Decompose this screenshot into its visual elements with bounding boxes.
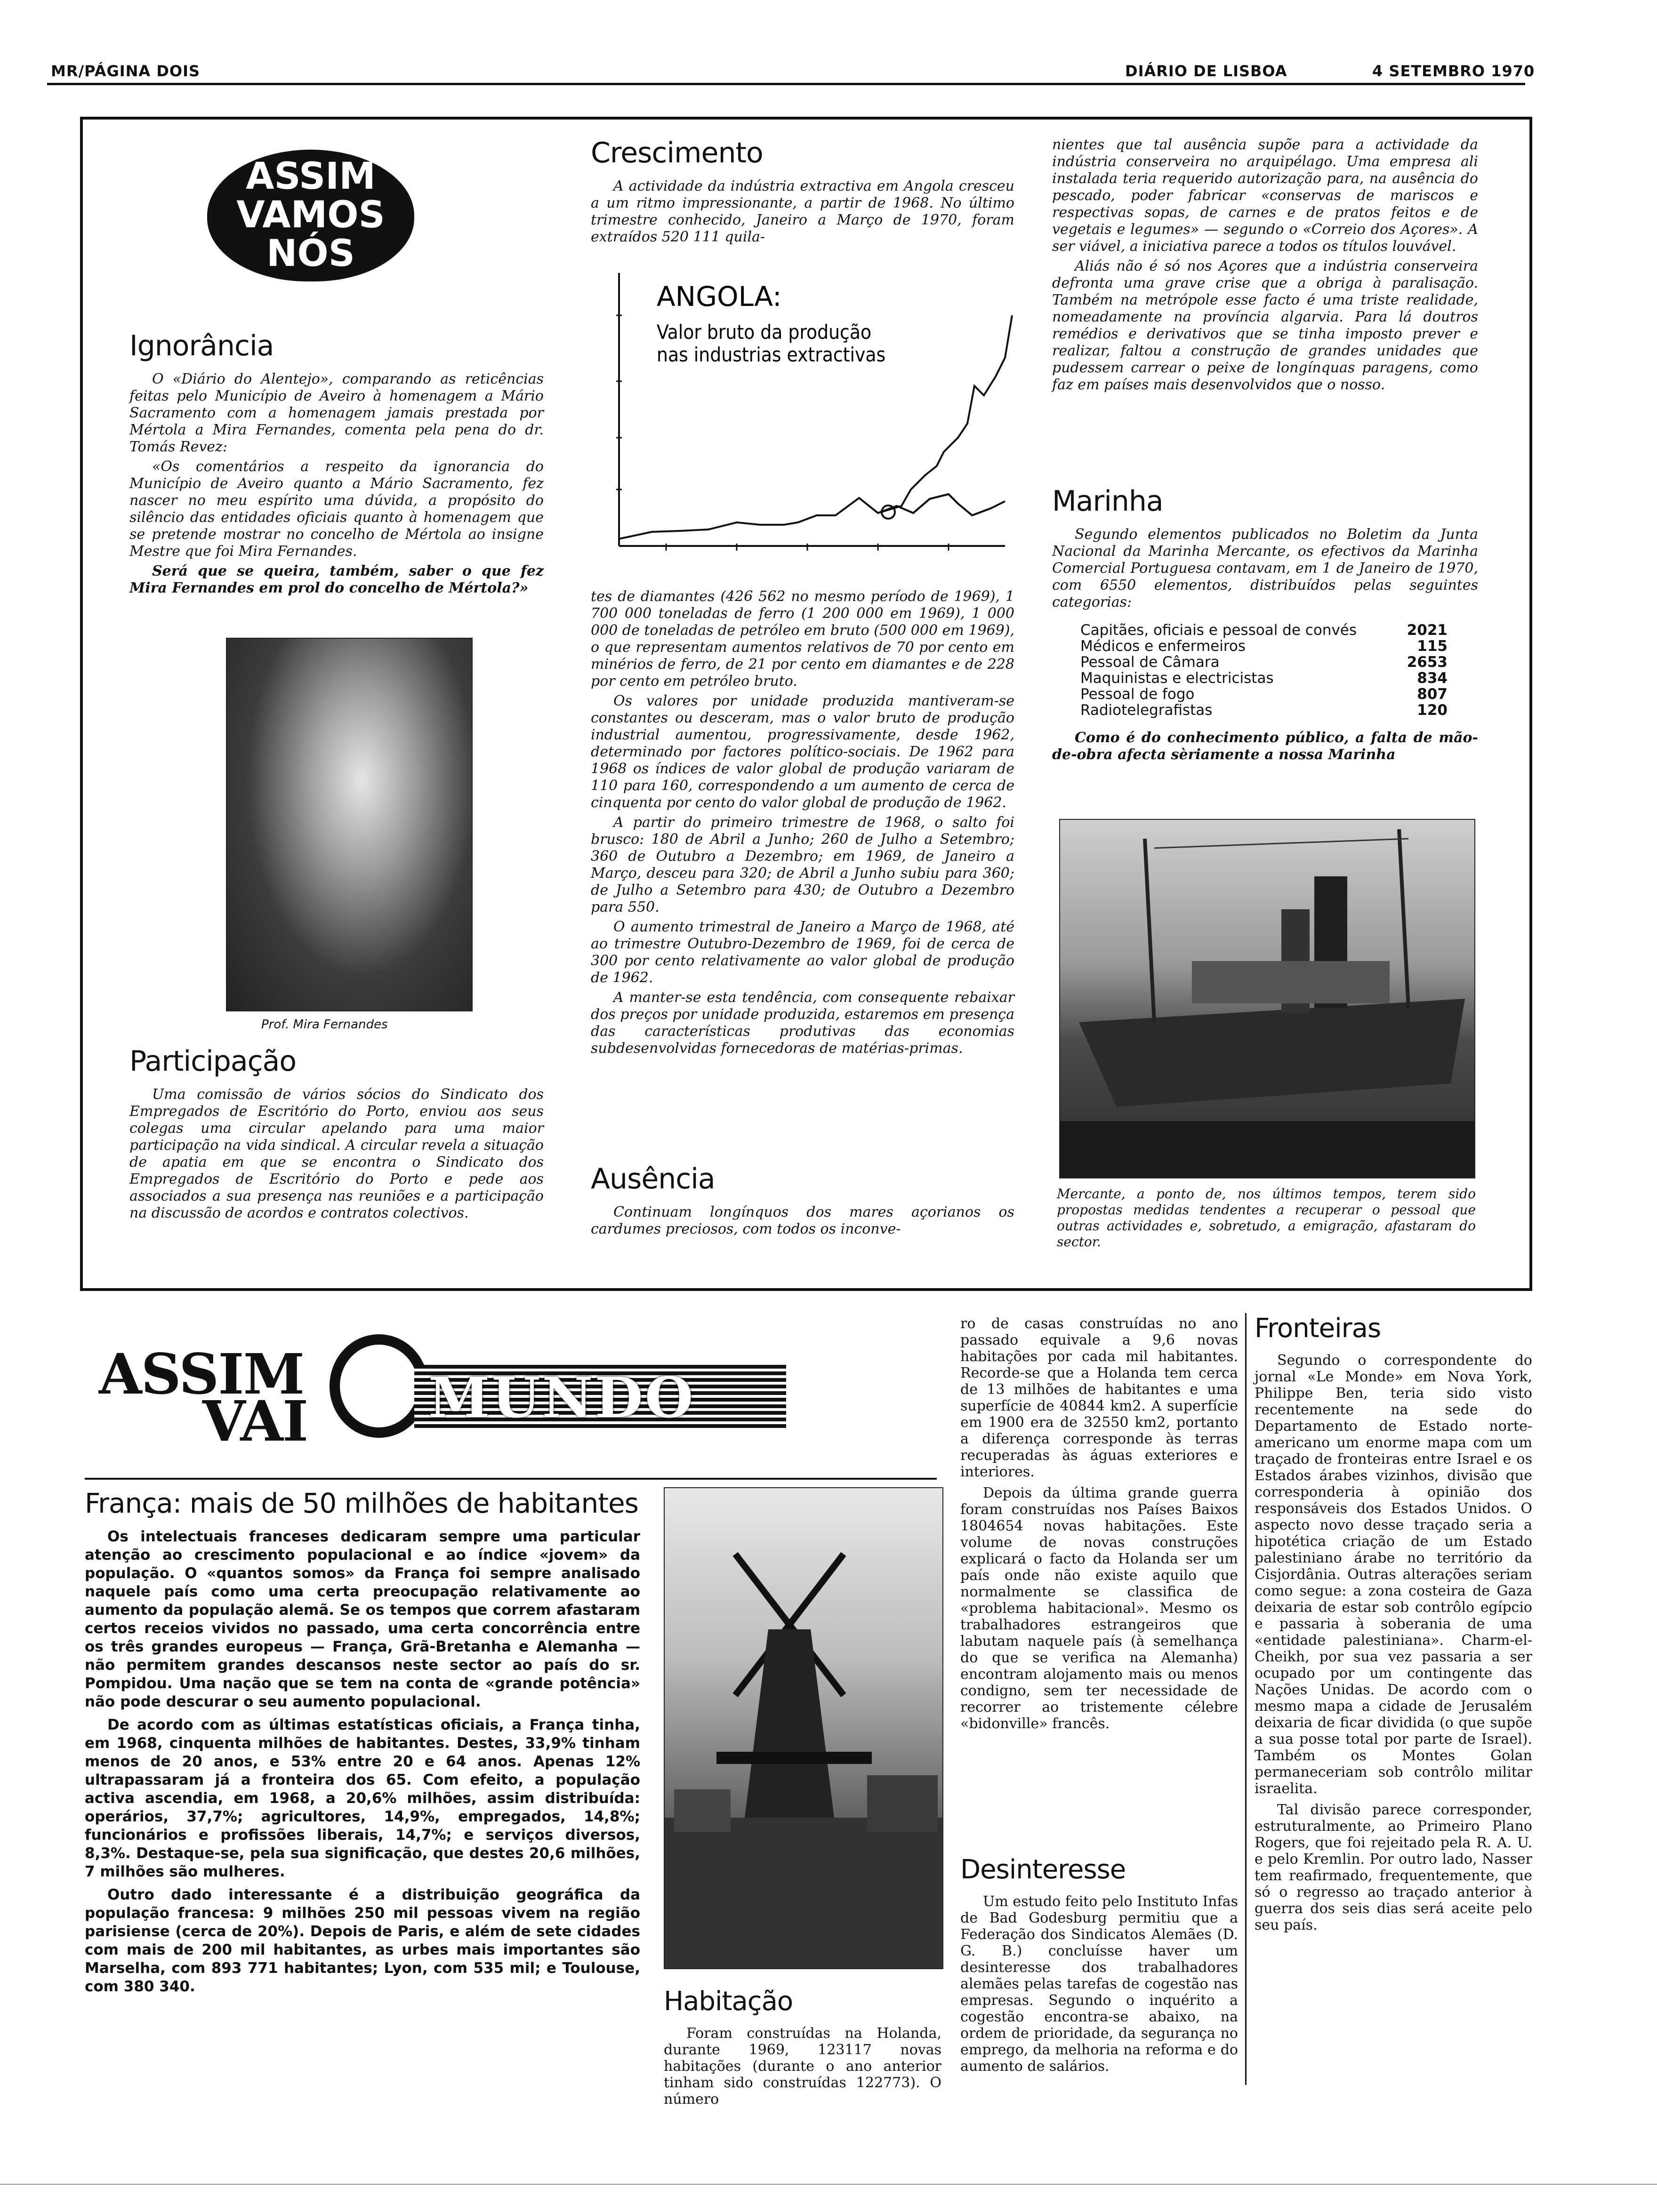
franca-title: França: mais de 50 milhões de habitantes (85, 1487, 638, 1519)
participacao-body (129, 1086, 544, 1222)
bottom-rule (0, 2184, 1657, 2185)
participacao-article (129, 1045, 544, 1225)
marinha-after (1052, 729, 1478, 763)
crescimento-intro-text: A actividade da indústria extractiva em Angola cresceu a um ritmo impressionante, a partir de 1968. No último trimestre conhecido, Janeiro a Março de 1970, foram extraídos 520 111 quila- (591, 178, 1014, 245)
habitacao-body (664, 2025, 941, 2108)
masthead-rule (47, 83, 1525, 85)
windmill-icon (665, 1488, 942, 1968)
logo-o-ring (330, 1334, 428, 1438)
logo-vai: VAI (202, 1388, 308, 1454)
desinteresse-article (960, 1854, 1238, 2079)
marinha-intro-text: Segundo elementos publicados no Boletim da Junta Nacional da Marinha Mercante, os efectivos da Marinha Comercial Portuguesa contavam, em 1 de Janeiro de 1970, com 6550 elementos, distribuídos pelas seguintes categorias: (1052, 526, 1478, 610)
angola-chart (600, 268, 1014, 569)
crescimento-intro (591, 178, 1014, 246)
habitacao-article (664, 1986, 941, 2112)
category-value: 807 (1417, 686, 1448, 703)
crescimento-paragraph: O aumento trimestral de Janeiro a Março de 1968, até ao trimestre Outubro-Dezembro de 1969, foi de cerca de 300 por cento relativamente ao valor global de produção de 1962. (591, 919, 1014, 986)
chart-title: ANGOLA: (657, 281, 782, 313)
category-value: 120 (1417, 702, 1448, 719)
table-row (1080, 702, 1448, 718)
ship-silhouette-icon (1060, 820, 1474, 1178)
angola-chart-svg (600, 268, 1014, 569)
participacao-paragraph: Uma comissão de vários sócios do Sindicato dos Empregados de Escritório do Porto, enviou aos seus colegas uma circular apelando para uma maior participação na vida sindical. A circular revela a situação de apatia em que se encontra o Sindicato dos Empregados de Escritório do Porto e pede aos associados a sua presença nas reuniões e a participação na discussão de acordos e contratos colectivos. (129, 1086, 544, 1221)
category-value: 2653 (1407, 654, 1448, 671)
assim-vai-o-mundo-logo (85, 1332, 791, 1454)
crescimento-article (591, 136, 1014, 248)
portrait-mira-fernandes (226, 638, 473, 1011)
ignorancia-title: Ignorância (129, 329, 274, 362)
windmill-photo (664, 1487, 943, 1969)
category-label: Maquinistas e electricistas (1080, 670, 1274, 687)
badge-line-3: NÓS (266, 232, 355, 275)
ship-photo (1059, 819, 1475, 1178)
ausencia-continued-paragraph: nientes que tal ausência supõe para a actividade da indústria conserveira no arquipélago. Uma empresa ali instalada teria requerido autorização para, na ausência do pescado, poder fabricar «conservas de mariscos e respectivas sopas, de carnes e de pratos feitos e de vegetais e legumes» — segundo o «Correio dos Açores». A ser viável, a iniciativa parece a todos os títulos louvável. (1052, 136, 1478, 255)
category-label: Pessoal de Câmara (1080, 654, 1220, 671)
table-row (1080, 654, 1448, 670)
assim-vamos-nos-badge (207, 150, 414, 281)
crescimento-paragraph: tes de diamantes (426 562 no mesmo período de 1969), 1 700 000 toneladas de ferro (1 200 000 em 1969), 1 000 000 de toneladas de petróleo em bruto (500 000 em 1969), o que representam aumentos relativos de 70 por cento em minérios de ferro, de 21 por cento em diamantes e de 228 por cento em petróleo bruto. (591, 588, 1014, 689)
category-label: Capitães, oficiais e pessoal de convés (1080, 622, 1357, 639)
badge-line-1: ASSIM (246, 155, 376, 198)
franca-article (85, 1487, 640, 2001)
table-row (1080, 622, 1448, 638)
category-value: 2021 (1407, 622, 1448, 639)
marinha-article (1052, 485, 1478, 766)
franca-paragraph: Os intelectuais franceses dedicaram sempre uma particular atenção ao crescimento populacional e ao índice «jovem» da população. O «quantos somos» da França foi sempre analisado naquele país como uma certa preocupação relativamente ao aumento da população alemã. Se os tempos que correm afastaram certos receios vividos no passado, uma certa concorrência entre os três grandes europeus — França, Grã-Bretanha e Alemanha — não permitem grandes descansos neste sector ao país do sr. Pompidou. Uma nação que se tem na conta de «grande potência» não pode descurar o seu aumento populacional. (85, 1528, 640, 1710)
category-value: 115 (1417, 638, 1448, 655)
ignorancia-body (129, 371, 544, 597)
fronteiras-title: Fronteiras (1255, 1313, 1381, 1344)
fronteiras-article (1255, 1313, 1532, 1938)
ignorancia-paragraph: Será que se queira, também, saber o que fez Mira Fernandes em prol do concelho de Mértola?» (129, 563, 544, 596)
crescimento-paragraph: A manter-se esta tendência, com consequente rebaixar dos preços por unidade produzida, estaremos em presença das características produtivas das economias subdesenvolvidas fornecedoras de matérias-primas. (591, 989, 1014, 1057)
table-row (1080, 670, 1448, 686)
desinteresse-body (960, 1893, 1238, 2075)
habitacao-continued-paragraph: Depois da última grande guerra foram construídas nos Países Baixos 1804654 novas habitações. Este volume de novas construções explicará o facto da Holanda ser um país onde não existe aquilo que normalmente se classifica de «problema habitacional». Mesmo os trabalhadores estrangeiros que labutam naquele país (à semelhança do que se verifica na Alemanha) encontram alojamento mais ou menos condigno, sem ter necessidade de recorrer ao tristemente célebre «bidonville» francês. (960, 1485, 1238, 1732)
page-label: MR/PÁGINA DOIS (51, 62, 201, 80)
ship-caption (1057, 1186, 1476, 1250)
logo-mundo-band (414, 1365, 786, 1431)
category-label: Médicos e enfermeiros (1080, 638, 1246, 655)
table-row (1080, 638, 1448, 654)
ausencia-article (591, 1162, 1014, 1241)
table-row (1080, 686, 1448, 702)
ignorancia-article (129, 329, 544, 600)
desinteresse-paragraph: Um estudo feito pelo Instituto Infas de Bad Godesburg permitiu que a Federação dos Sindicatos Alemães (D. G. B.) concluísse haver um desinteresse dos trabalhadores alemães pelas tarefas de cogestão nas empresas. Segundo o inquérito a cogestão encontra-se abaixo, na ordem de prioridade, da segurança no emprego, da melhoria na reforma e do aumento de salários. (960, 1893, 1238, 2075)
marinha-intro (1052, 526, 1478, 611)
marinha-after-text: Como é do conhecimento público, a falta de mão-de-obra afecta sèriamente a nossa Marinha (1052, 729, 1478, 763)
chart-subtitle-2: nas industrias extractivas (657, 343, 886, 366)
ausencia-paragraph: Continuam longínquos dos mares açorianos os cardumes preciosos, com todos os inconve- (591, 1204, 1014, 1237)
category-value: 834 (1417, 670, 1448, 687)
marinha-categories-table (1080, 622, 1448, 718)
franca-paragraph: De acordo com as últimas estatísticas oficiais, a França tinha, em 1968, cinquenta milhões de habitantes. Destes, 33,9% tinham menos de 20 anos, e 53% entre 20 e 64 anos. Apenas 12% ultrapassaram já a fronteira dos 65. Com efeito, a população activa ascendia, em 1968, a 20,6% milhões, assim distribuída: operários, 37,7%; agricultores, 14,9%, empregados, 14,8%; funcionários e profissões liberais, 14,7%; e serviços diversos, 8,3%. Destaque-se, pela sua significação, que destes 20,6 milhões, 7 milhões são mulheres. (85, 1716, 640, 1880)
ausencia-continued-paragraph: Aliás não é só nos Açores que a indústria conserveira defronta uma grave crise que a obriga à paralisação. Também na metrópole esse facto é uma triste realidade, nomeadamente na província algarvia. Para lá doutros remédios e derivativos que se tinha imposto prever e realizar, faltou a construção de grandes unidades que pudessem carrear o peixe de longínquas paragens, como faz em países mais desenvolvidos que o nosso. (1052, 258, 1478, 393)
category-label: Pessoal de fogo (1080, 686, 1195, 703)
crescimento-title: Crescimento (591, 136, 763, 169)
logo-assim: ASSIM (99, 1341, 304, 1407)
badge-line-2: VAMOS (236, 194, 385, 236)
desinteresse-title: Desinteresse (960, 1854, 1126, 1885)
habitacao-title: Habitação (664, 1986, 793, 2017)
participacao-title: Participação (129, 1045, 297, 1078)
category-label: Radiotelegrafistas (1080, 702, 1213, 719)
habitacao-continued (960, 1315, 1238, 1737)
crescimento-paragraph: Os valores por unidade produzida mantiveram-se constantes ou desceram, mas o valor bruto de produção industrial aumentou, progressivamente, desde 1962, determinado por factores político-sociais. De 1962 para 1968 os índices de valor global de produção variaram de 110 para 160, correspondendo a um aumento de cerca de cinquenta por cento do valor global de produção de 1962. (591, 693, 1014, 811)
habitacao-continued-paragraph: ro de casas construídas no ano passado equivale a 9,6 novas habitações por cada mil habitantes. Recorde-se que a Holanda tem cerca de 13 milhões de habitantes e uma superfície de 40844 km2. A superfície em 1900 era de 32550 km2, portanto a diferença corresponde às terras recuperadas às águas exteriores e interiores. (960, 1315, 1238, 1480)
portrait-caption: Prof. Mira Fernandes (261, 1018, 388, 1032)
ausencia-continued-body (1052, 136, 1478, 393)
chart-subtitle-1: Valor bruto da produção (657, 321, 872, 344)
ausencia-title: Ausência (591, 1162, 715, 1195)
newspaper-name: DIÁRIO DE LISBOA (1125, 62, 1287, 80)
ignorancia-paragraph: «Os comentários a respeito da ignorancia do Município de Aveiro quanto a Mário Sacramento, fez nascer no meu espírito uma dúvida, a propósito do silêncio das entidades oficiais quanto à homenagem que se pretende mostrar no concelho de Mértola ao insigne Mestre que foi Mira Fernandes. (129, 458, 544, 560)
logo-mundo: MUNDO (428, 1365, 695, 1430)
crescimento-continued (591, 588, 1014, 1060)
habitacao-continued-body (960, 1315, 1238, 1732)
franca-paragraph: Outro dado interessante é a distribuição geográfica da população francesa: 9 milhões 250 mil pessoas vivem na região parisiense (cerca de 20%). Depois de Paris, e além de sete cidades com mais de 200 mil habitantes, as urbes mais importantes são Marselha, com 893 771 habitantes; Lyon, com 535 mil; e Toulouse, com 380 340. (85, 1886, 640, 1995)
column-rule (1245, 1313, 1247, 2085)
crescimento-paragraph: A partir do primeiro trimestre de 1968, o salto foi brusco: 180 de Abril a Junho; 260 de Julho a Setembro; 360 de Outubro a Dezembro; em 1969, de Janeiro a Março, desceu para 320; de Abril a Junho subiu para 360; de Julho a Setembro para 430; de Outubro a Dezembro para 550. (591, 814, 1014, 915)
ausencia-body (591, 1204, 1014, 1238)
ship-caption-text: Mercante, a ponto de, nos últimos tempos, terem sido propostas medidas tendentes a recuperar o pessoal que outras actividades e, sobretudo, a emigração, afastaram do sector. (1057, 1186, 1476, 1250)
crescimento-body (591, 588, 1014, 1057)
habitacao-paragraph: Foram construídas na Holanda, durante 1969, 123117 novas habitações (durante o ano anterior tinham sido construídas 122773). O número (664, 2025, 941, 2108)
ignorancia-paragraph: O «Diário do Alentejo», comparando as reticências feitas pelo Município de Aveiro à homenagem a Mário Sacramento com a homenagem jamais prestada por Mértola a Mira Fernandes, comenta pela pena do dr. Tomás Revez: (129, 371, 544, 455)
franca-body (85, 1528, 640, 1996)
fronteiras-paragraph: Tal divisão parece corresponder, estruturalmente, ao Primeiro Plano Rogers, que foi rejeitado pela R. A. U. e pelo Kremlin. Por outro lado, Nasser tem reafirmado, frequentemente, que só o regresso ao traçado anterior à guerra dos seis dias será aceite pelo seu país. (1255, 1802, 1532, 1933)
fronteiras-paragraph: Segundo o correspondente do jornal «Le Monde» em Nova York, Philippe Ben, teria sido visto recentemente na sede do Departamento de Estado norte-americano um enorme mapa com um traçado de fronteiras entre Israel e os Estados árabes vizinhos, divisão que corresponderia à opinião dos responsáveis dos Estados Unidos. O aspecto novo desse traçado seria a hipotética criação de um Estado palestiniano árabe no território da Cisjordânia. Outras alterações seriam como segue: a zona costeira de Gaza deixaria de estar sob contrôlo egípcio e passaria à soberania de uma «entidade palestiniana». Charm-el-Cheikh, por sua vez passaria a ser ocupado por um contingente das Nações Unidas. De acordo com o mesmo mapa a cidade de Jerusalém deixaria de ficar dividida (o que supõe a sua posse total por parte de Israel). Também os Montes Golan permaneceriam sob contrôlo militar israelita. (1255, 1352, 1532, 1797)
issue-date: 4 SETEMBRO 1970 (1372, 62, 1535, 80)
marinha-title: Marinha (1052, 485, 1163, 518)
ausencia-continued (1052, 136, 1478, 396)
fronteiras-body (1255, 1352, 1532, 1933)
logo-rule (85, 1478, 937, 1480)
